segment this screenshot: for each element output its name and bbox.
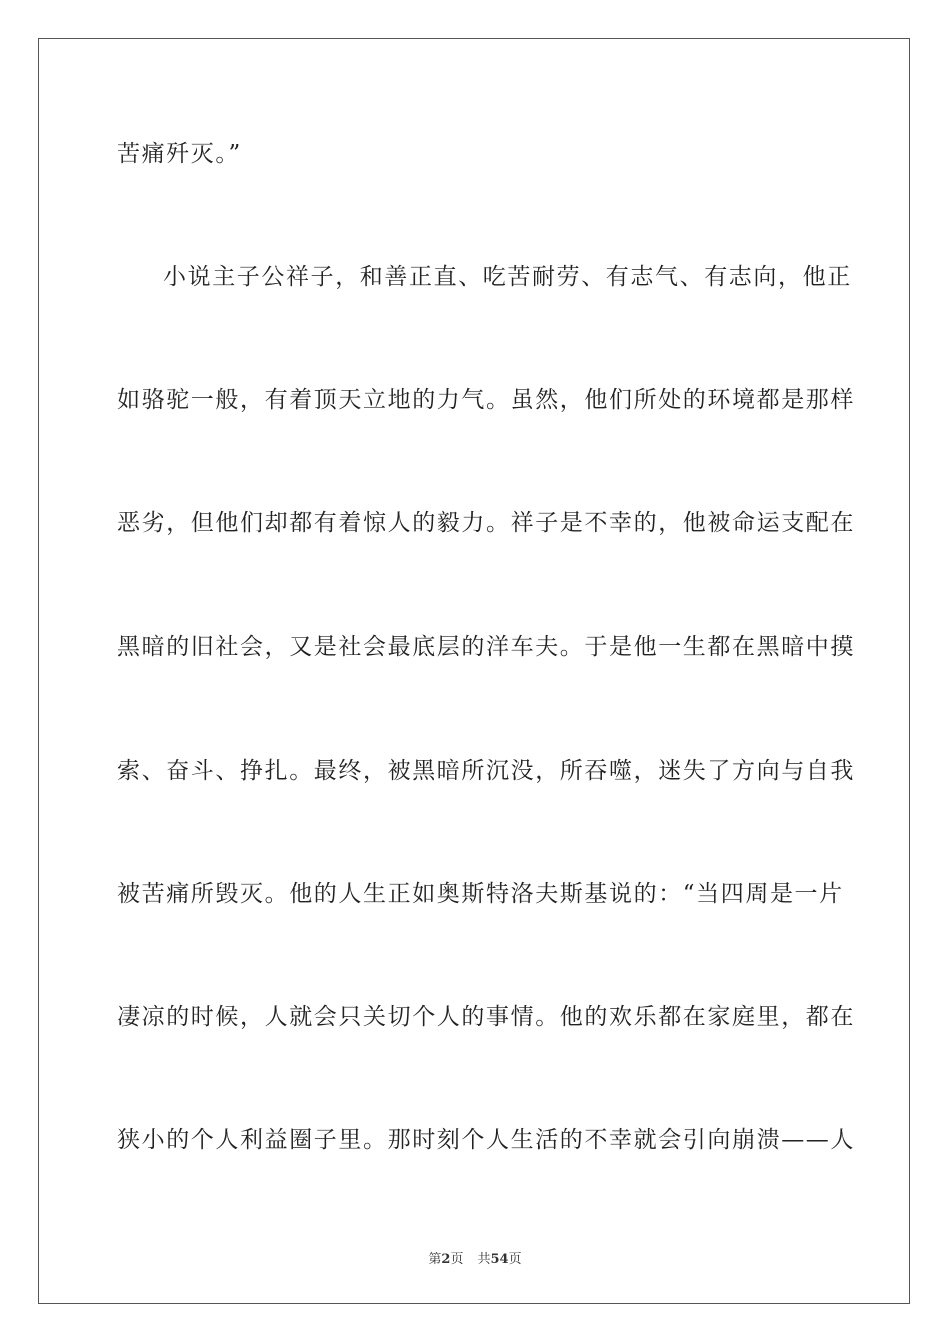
page-number: 2 [441,1252,451,1267]
text-line-4: 恶劣，但他们却都有着惊人的毅力。祥子是不幸的，他被命运支配在 [117,510,855,536]
total-pages: 54 [490,1252,509,1267]
total-prefix: 共 [477,1252,491,1267]
page-prefix: 第 [428,1252,442,1267]
text-line-7: 被苦痛所毁灭。他的人生正如奥斯特洛夫斯基说的：“当四周是一片 [117,881,844,907]
text-line-1: 苦痛歼灭。” [117,141,242,167]
text-line-6: 索、奋斗、挣扎。最终，被黑暗所沉没，所吞噬，迷失了方向与自我 [117,758,855,784]
page-footer [0,1248,950,1267]
text-line-8: 凄凉的时候，人就会只关切个人的事情。他的欢乐都在家庭里，都在 [117,1004,855,1030]
total-suffix: 页 [508,1252,522,1267]
text-line-3: 如骆驼一般，有着顶天立地的力气。虽然，他们所处的环境都是那样 [117,387,855,413]
text-line-2: 小说主子公祥子，和善正直、吃苦耐劳、有志气、有志向，他正 [163,264,852,290]
page-border [38,38,910,1304]
text-line-5: 黑暗的旧社会，又是社会最底层的洋车夫。于是他一生都在黑暗中摸 [117,634,855,660]
page-suffix: 页 [450,1252,464,1267]
text-line-9: 狭小的个人利益圈子里。那时刻个人生活的不幸就会引向崩溃——人 [117,1127,855,1153]
